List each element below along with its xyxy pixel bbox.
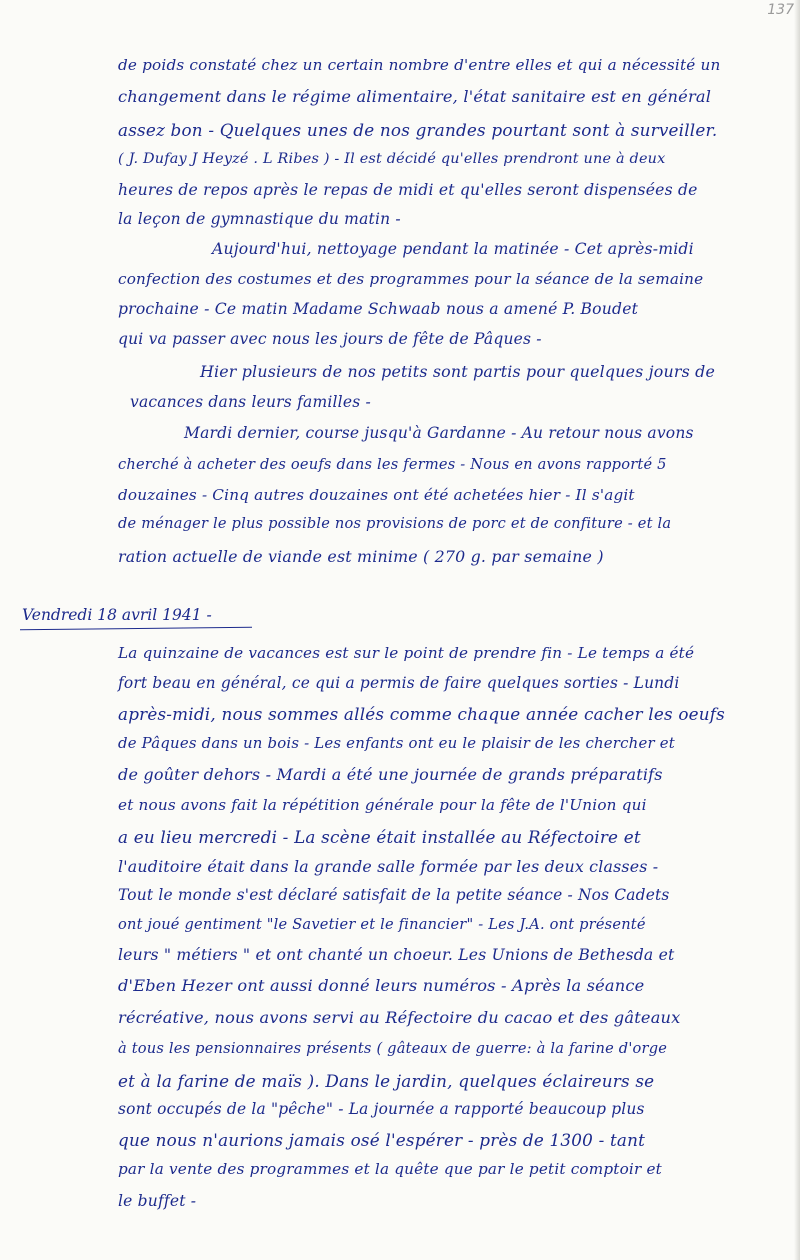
text-line: a eu lieu mercredi - La scène était installée au Réfectoire et bbox=[118, 827, 641, 847]
text-line: changement dans le régime alimentaire, l'état sanitaire est en général bbox=[118, 87, 712, 106]
date-underline bbox=[20, 627, 252, 630]
text-line: qui va passer avec nous les jours de fête de Pâques - bbox=[118, 330, 542, 348]
text-line: Mardi dernier, course jusqu'à Gardanne - Au retour nous avons bbox=[184, 424, 694, 442]
text-line: de goûter dehors - Mardi a été une journée de grands préparatifs bbox=[118, 765, 663, 784]
text-line: ont joué gentiment "le Savetier et le financier" - Les J.A. ont présenté bbox=[118, 916, 646, 933]
text-line: ration actuelle de viande est minime ( 270 g. par semaine ) bbox=[118, 547, 604, 566]
page-edge-shadow bbox=[794, 0, 800, 1260]
text-line: que nous n'aurions jamais osé l'espérer - près de 1300 - tant bbox=[118, 1130, 646, 1150]
text-line: prochaine - Ce matin Madame Schwaab nous a amené P. Boudet bbox=[118, 300, 639, 318]
text-line: Tout le monde s'est déclaré satisfait de la petite séance - Nos Cadets bbox=[118, 886, 670, 904]
text-line: assez bon - Quelques unes de nos grandes pourtant sont à surveiller. bbox=[118, 120, 718, 140]
text-line: cherché à acheter des oeufs dans les fermes - Nous en avons rapporté 5 bbox=[118, 456, 667, 473]
text-line: douzaines - Cinq autres douzaines ont été achetées hier - Il s'agit bbox=[118, 486, 635, 504]
text-line: et nous avons fait la répétition générale pour la fête de l'Union qui bbox=[118, 796, 647, 814]
text-line: sont occupés de la "pêche" - La journée a rapporté beaucoup plus bbox=[118, 1100, 645, 1118]
text-line: par la vente des programmes et la quête que par le petit comptoir et bbox=[118, 1160, 662, 1178]
text-line: à tous les pensionnaires présents ( gâteaux de guerre: à la farine d'orge bbox=[118, 1040, 668, 1057]
text-line: heures de repos après le repas de midi et qu'elles seront dispensées de bbox=[118, 181, 698, 199]
text-line: vacances dans leurs familles - bbox=[130, 393, 371, 411]
text-line: de Pâques dans un bois - Les enfants ont eu le plaisir de les chercher et bbox=[118, 734, 675, 752]
page-number: 137 bbox=[767, 2, 794, 18]
text-line: l'auditoire était dans la grande salle formée par les deux classes - bbox=[118, 857, 659, 876]
text-line: Hier plusieurs de nos petits sont partis pour quelques jours de bbox=[200, 362, 715, 381]
text-line: et à la farine de maïs ). Dans le jardin, quelques éclaireurs se bbox=[118, 1071, 655, 1091]
text-line: fort beau en général, ce qui a permis de faire quelques sorties - Lundi bbox=[118, 674, 680, 692]
entry-date-heading: Vendredi 18 avril 1941 - bbox=[22, 606, 212, 624]
text-line: le buffet - bbox=[118, 1192, 197, 1210]
text-line: La quinzaine de vacances est sur le point de prendre fin - Le temps a été bbox=[118, 644, 695, 662]
text-line: Aujourd'hui, nettoyage pendant la matinée - Cet après-midi bbox=[212, 240, 694, 258]
text-line: de ménager le plus possible nos provisions de porc et de confiture - et la bbox=[118, 515, 672, 532]
text-line: récréative, nous avons servi au Réfectoire du cacao et des gâteaux bbox=[118, 1008, 681, 1027]
text-line: la leçon de gymnastique du matin - bbox=[118, 210, 401, 228]
text-line: ( J. Dufay J Heyzé . L Ribes ) - Il est décidé qu'elles prendront une à deux bbox=[118, 151, 666, 167]
text-line: leurs " métiers " et ont chanté un choeur. Les Unions de Bethesda et bbox=[118, 946, 675, 964]
text-line: d'Eben Hezer ont aussi donné leurs numéros - Après la séance bbox=[118, 976, 645, 995]
text-line: confection des costumes et des programmes pour la séance de la semaine bbox=[118, 270, 704, 288]
text-line: de poids constaté chez un certain nombre d'entre elles et qui a nécessité un bbox=[118, 56, 721, 74]
text-line: après-midi, nous sommes allés comme chaque année cacher les oeufs bbox=[118, 704, 725, 724]
